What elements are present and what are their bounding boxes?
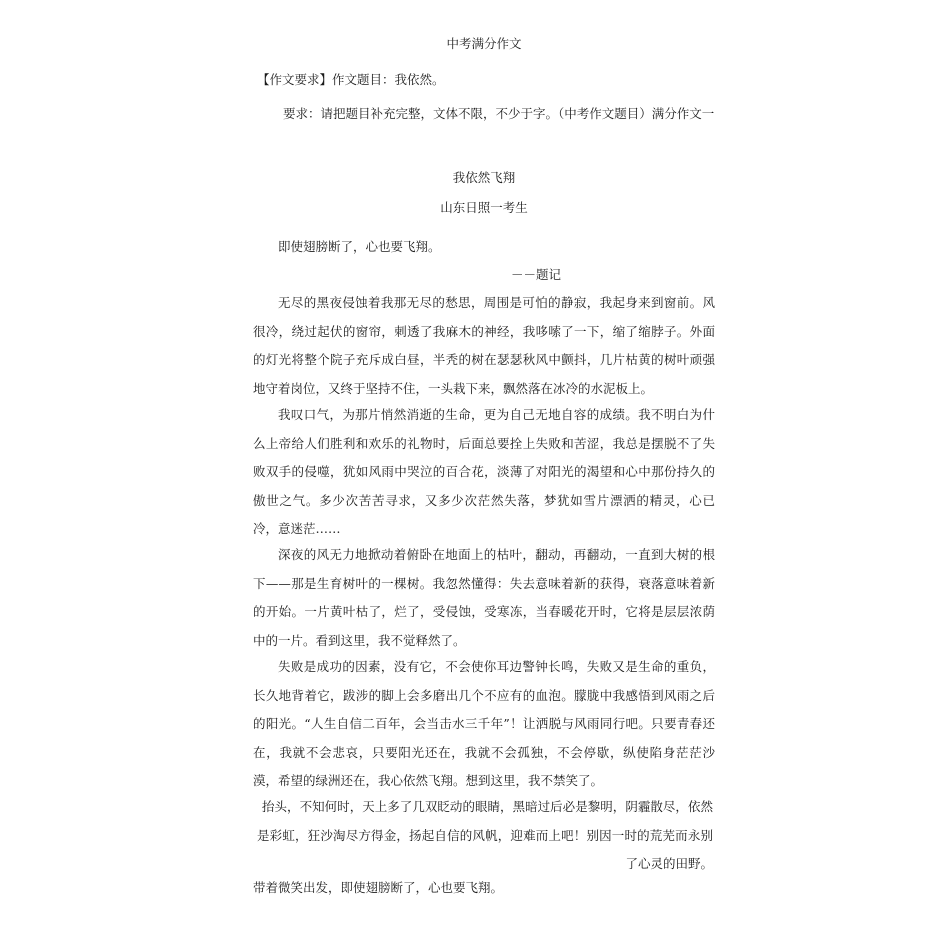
- requirement-heading: 【作文要求】作文题目：我依然。: [257, 72, 445, 87]
- essay-author: 山东日照一考生: [440, 200, 528, 215]
- document-title: 中考满分作文: [446, 36, 522, 51]
- requirement-detail: 要求：请把题目补充完整，文体不限，不少于字。（中考作文题目）满分作文一: [283, 106, 715, 121]
- epigraph-signature: －－题记: [511, 267, 562, 282]
- epigraph: 即使翅膀断了，心也要飞翔。: [278, 239, 441, 254]
- essay-paragraph-1: 无尽的黑夜侵蚀着我那无尽的愁思，周围是可怕的静寂，我起身来到窗前。风很冷，绕过起伏的窗帘，刺透了我麻木的神经，我哆嗦了一下，缩了缩脖子。外面的灯光将整个院子充斥成白昼，半秃的树在瑟瑟秋风中颤抖，几片枯黄的树叶顽强地守着岗位，又终于坚持不住，一头栽下来，飘然落在冰冷的水泥板上。: [253, 295, 715, 396]
- essay-paragraph-3: 深夜的风无力地掀动着俯卧在地面上的枯叶，翻动，再翻动，一直到大树的根下——那是生育树叶的一棵树。我忽然懂得：失去意味着新的获得，衰落意味着新的开始。一片黄叶枯了，烂了，受侵蚀，受寒冻，当春暖花开时，它将是层层浓荫中的一片。看到这里，我不觉释然了。: [253, 547, 715, 648]
- essay-closing-line: 带着微笑出发，即使翅膀断了，心也要飞翔。: [253, 880, 504, 895]
- essay-paragraph-2: 我叹口气，为那片悄然消逝的生命，更为自己无地自容的成绩。我不明白为什么上帝给人们胜利和欢乐的礼物时，后面总要拴上失败和苦涩，我总是摆脱不了失败双手的侵噬，犹如风雨中哭泣的百合花，淡薄了对阳光的渴望和心中那份持久的傲世之气。多少次苦苦寻求，又多少次茫然失落，梦犹如雪片漂洒的精灵，心已冷，意迷茫……: [253, 407, 715, 537]
- essay-title: 我依然飞翔: [452, 170, 516, 185]
- essay-paragraph-4: 失败是成功的因素，没有它，不会使你耳边警钟长鸣，失败又是生命的重负，长久地背着它，跋涉的脚上会多磨出几个不应有的血泡。朦胧中我感悟到风雨之后的阳光。“人生自信二百年，会当击水三千年”！让洒脱与风雨同行吧。只要青春还在，我就不会悲哀，只要阳光还在，我就不会孤独，不会停歇，纵使陷身茫茫沙漠，希望的绿洲还在，我心依然飞翔。想到这里，我不禁笑了。: [253, 659, 715, 789]
- essay-paragraph-5: 抬头，不知何时，天上多了几双眨动的眼睛，黑暗过后必是黎明，阴霾散尽，依然是彩虹，狂沙淘尽方得金，扬起自信的风帆，迎难而上吧！别因一时的荒芜而永别了心灵的田野。: [257, 799, 713, 872]
- document-page: [253, 0, 715, 950]
